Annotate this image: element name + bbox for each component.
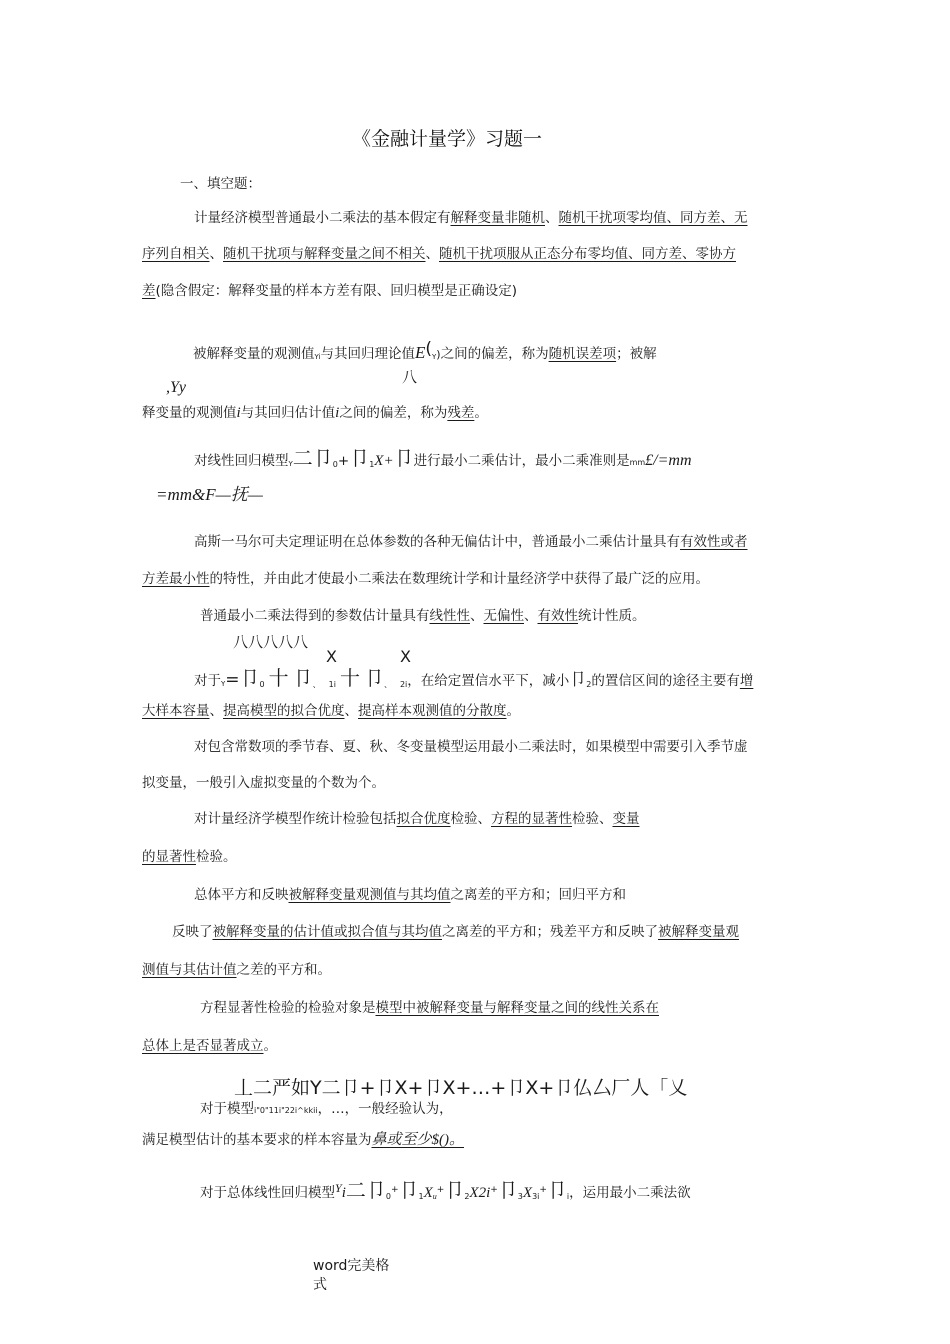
answer-blank: 随机干扰项零均值、同方差、无 [558, 210, 748, 226]
answer-blank: 差 [142, 283, 156, 299]
question-12: 对于总体线性回归模型Yi二卩$_0$+卩$_1X_u^+$卩$_2$X2i+卩$_3X_{3i}^+$卩$_i$，运用最小二乘法欲 [200, 1178, 691, 1202]
answer-blank: 被解释变量观 [658, 924, 739, 940]
answer-blank: 有效性或者 [680, 534, 748, 550]
hat-marks: 八八八八八 [233, 633, 309, 651]
q6-line-2: 大样本容量、提高模型的拟合优度、提高样本观测值的分散度。 [142, 703, 520, 719]
q2-line-2: 释变量的观测值i与其回归估计值i之间的偏差，称为残差。 [142, 405, 488, 421]
answer-blank: 的显著性 [142, 849, 196, 865]
answer-blank: 随机干扰项服从正态分布零均值、同方差、零协方 [439, 246, 736, 262]
section-heading: 一、填空题： [180, 176, 261, 192]
q9-line-2: 反映了被解释变量的估计值或拟合值与其均值之离差的平方和；残差平方和反映了被解释变量观 [172, 924, 739, 940]
answer-blank: 鼻或至少$()。 [371, 1132, 464, 1148]
answer-blank: 线性性 [429, 608, 470, 624]
answer-blank: 方程的显著性 [491, 811, 572, 827]
answer-blank: 无偏性 [483, 608, 524, 624]
q4-line-2: 方差最小性的特性，并由此才使最小二乘法在数理统计学和计量经济学中获得了最广泛的应用。 [142, 571, 709, 587]
answer-blank: 模型中被解释变量与解释变量之间的线性关系在 [375, 1000, 659, 1016]
answer-blank: 被解释变量观测值与其均值 [288, 887, 451, 903]
answer-blank: 随机误差项 [548, 346, 617, 362]
answer-blank: 增 [739, 673, 754, 689]
q9-line-3: 测值与其估计值之差的平方和。 [142, 962, 331, 978]
footer-line-1: word完美格 [313, 1258, 390, 1274]
q10-line-2: 总体上是否显著成立。 [142, 1038, 277, 1054]
formula-fragment: ,Yy [166, 379, 186, 396]
answer-blank: 提高模型的拟合优度 [223, 703, 345, 719]
q8-line-1: 对计量经济学模型作统计检验包括拟合优度检验、方程的显著性检验、变量 [194, 811, 640, 827]
q1-line-3: 差(隐含假定：解释变量的样本方差有限、回归模型是正确设定) [142, 283, 518, 299]
q4-line-1: 高斯一马尔可夫定理证明在总体参数的各种无偏估计中，普通最小二乘估计量具有有效性或者 [194, 534, 748, 550]
q6-line-1: 对于Y=卩$_0$ 十 卩$_、$ $_{1i}$ 十 卩$_、$ $_{2i}$，在给定置信水平下，减小卩$_2$的置信区间的途径主要有增 [194, 666, 754, 690]
footer-line-2: 式 [313, 1277, 327, 1293]
answer-blank: 测值与其估计值 [142, 962, 237, 978]
q7-line-2: 拟变量，一般引入虚拟变量的个数为个。 [142, 775, 385, 791]
q2-line-1: 被解释变量的观测值Yi与其回归理论值E(Y)之间的偏差，称为随机误差项；被解 [193, 339, 657, 362]
answer-blank: 变量 [612, 811, 640, 827]
q11-line-1: 对于模型i"0"11i"22i^kkii，…，一般经验认为， [200, 1101, 453, 1117]
hat-marks: 八 [402, 368, 418, 386]
answer-blank: 大样本容量 [142, 703, 210, 719]
formula-fragment: X [326, 647, 337, 666]
formula-fragment: 丄二严如Y二卩+卩X+卩X+…+卩X+卩仏厶厂人「乂 [234, 1077, 688, 1099]
answer-blank: 方差最小性 [142, 571, 210, 587]
answer-blank: 被解释变量的估计值或拟合值与其均值 [212, 924, 442, 940]
q1-line-2: 序列自相关、随机干扰项与解释变量之间不相关、随机干扰项服从正态分布零均值、同方差、零协方 [142, 246, 736, 262]
q7-line-1: 对包含常数项的季节春、夏、秋、冬变量模型运用最小二乘法时，如果模型中需要引入季节虚 [194, 739, 748, 755]
q3-line-2: =mm&F—抚— [156, 485, 263, 504]
answer-blank: 有效性 [537, 608, 578, 624]
answer-blank: 序列自相关 [142, 246, 210, 262]
answer-blank: 残差 [447, 405, 475, 421]
q8-line-2: 的显著性检验。 [142, 849, 237, 865]
q9-line-1: 总体平方和反映被解释变量观测值与其均值之离差的平方和；回归平方和 [194, 887, 626, 903]
answer-blank: 总体上是否显著成立 [142, 1038, 264, 1054]
answer-blank: 提高样本观测值的分散度 [358, 703, 507, 719]
question-5: 普通最小二乘法得到的参数估计量具有线性性、无偏性、有效性统计性质。 [200, 608, 646, 624]
q10-line-1: 方程显著性检验的检验对象是模型中被解释变量与解释变量之间的线性关系在 [200, 1000, 659, 1016]
q11-line-2: 满足模型估计的基本要求的样本容量为鼻或至少$()。 [142, 1132, 464, 1148]
q1-line-1: 计量经济模型普通最小二乘法的基本假定有解释变量非随机、随机干扰项零均值、同方差、无 [194, 210, 748, 226]
answer-blank: 解释变量非随机 [450, 210, 545, 226]
formula-fragment: X [400, 647, 411, 666]
answer-blank: 拟合优度 [396, 811, 451, 827]
answer-blank: 随机干扰项与解释变量之间不相关 [223, 246, 426, 262]
document-title: 《金融计量学》习题一 [352, 128, 543, 150]
q3-line-1: 对线性回归模型Y二卩$_0$+卩$_1$X+卩进行最小二乘估计，最小二乘准则是mm£/=mm [194, 446, 692, 470]
